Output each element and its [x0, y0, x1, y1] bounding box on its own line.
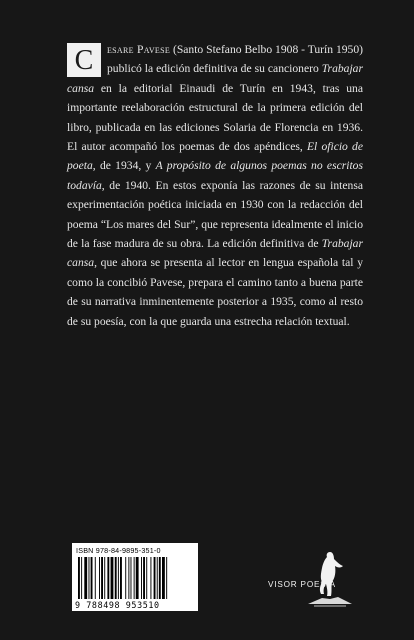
blurb-part-1: (Santo Stefano Belbo 1908 - Turín 1950) publicó la edición definitiva de su cancionero — [107, 43, 364, 76]
barcode — [72, 543, 198, 611]
book-title-trabajar-cansa: Trabajar cansa — [67, 62, 363, 95]
visor-poesia-logo-icon — [300, 546, 360, 612]
blurb-part-5: , que ahora se presenta al lector en lengua española tal y como la concibió Pavese, prepara el camino tanto a buena parte de su narrativa inminentemente posterior a 1935, como al resto de su poesía, con la que guarda una estrecha relación textual. — [67, 256, 363, 328]
book-title-a-proposito: A propósito de algunos poemas no escritos todavía — [67, 159, 363, 192]
blurb-part-4: , de 1940. En estos exponía las razones de su intensa experimentación poética iniciada en 1930 con la redacción del poema “Los mares del Sur”, que representa idealmente el inicio de la fase madura de su obra. La edición definitiva de — [67, 178, 363, 251]
blurb-part-2: en la editorial Einaudi de Turín en 1943, tras una importante reelaboración estructural de la primera edición del libro, publicada en las ediciones Solaria de Florencia en 1936. El autor acompañó los poemas de dos apéndices, — [67, 81, 363, 154]
blurb-part-3: , de 1934, y — [92, 159, 156, 173]
author-name: esare Pavese — [107, 43, 171, 56]
book-title-trabajar-cansa-2: Trabajar cansa — [67, 237, 363, 270]
book-title-el-oficio-de-poeta: El oficio de poeta — [67, 140, 363, 173]
blurb-text — [67, 40, 363, 331]
barcode-digits: 9 788498 953510 — [75, 600, 160, 610]
barcode-bars — [78, 557, 192, 599]
imprint-visor-poesia: VISOR POESÍA — [268, 580, 336, 589]
isbn-label: ISBN 978-84-9895-351-0 — [76, 546, 161, 555]
dropcap-letter: C — [67, 43, 101, 77]
